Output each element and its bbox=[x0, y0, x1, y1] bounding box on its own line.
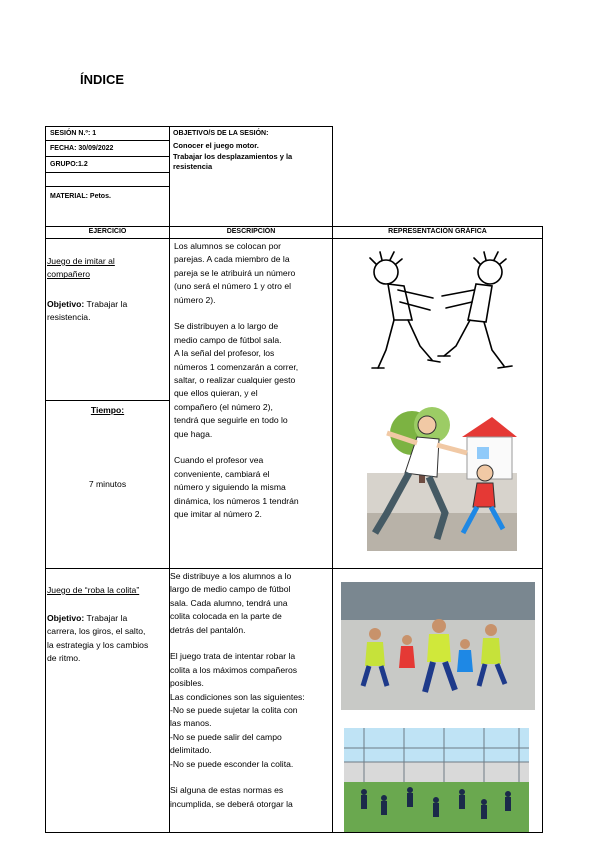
description-line: (uno será el número 1 y otro el bbox=[174, 281, 292, 292]
session-date: FECHA: 30/09/2022 bbox=[50, 145, 114, 152]
description-line: números 1 comenzarán a correr, bbox=[174, 361, 299, 372]
description-line: sala. Cada alumno, tendrá una bbox=[170, 597, 288, 608]
description-line: incumplida, se deberá otorgar la bbox=[170, 798, 293, 809]
description-line: colita a los máximos compañeros bbox=[170, 664, 298, 675]
exercise1-objective: Objetivo: Trabajar la resistencia. bbox=[47, 299, 128, 323]
description-line: dinámica, los números 1 tendrán bbox=[174, 495, 299, 506]
description-line: parejas. A cada miembro de la bbox=[174, 254, 290, 265]
description-line: que ellos quieran, y el bbox=[174, 388, 258, 399]
exercise2-name: Juego de “roba la colita” bbox=[47, 585, 140, 595]
description-line: Las condiciones son las siguientes: bbox=[170, 691, 305, 702]
description-line: largo de medio campo de fútbol bbox=[170, 584, 291, 595]
description-line: -No se puede salir del campo bbox=[170, 731, 282, 742]
session-material: MATERIAL: Petos. bbox=[50, 193, 111, 200]
description-line: que haga. bbox=[174, 428, 213, 439]
description-line: tendrá que seguirle en todo lo bbox=[174, 415, 288, 426]
mirror-game-illustration bbox=[367, 403, 517, 551]
description-line: que imitar al número 2. bbox=[174, 509, 262, 520]
description-line: Se distribuye a los alumnos a lo bbox=[170, 571, 292, 581]
description-line: Si alguna de estas normas es bbox=[170, 785, 284, 796]
header-descripcion: DESCRIPCIÓN bbox=[226, 228, 276, 235]
tail-game-photo-1 bbox=[341, 582, 535, 710]
description-line bbox=[174, 307, 332, 320]
description-line: número 2). bbox=[174, 294, 216, 305]
description-line: Se distribuyen a lo largo de bbox=[174, 321, 279, 332]
description-line: Cuando el profesor vea bbox=[174, 455, 264, 466]
page-title: ÍNDICE bbox=[80, 72, 125, 87]
description-line: medio campo de fútbol sala. bbox=[174, 334, 282, 345]
exercise1-time-value: 7 minutos bbox=[88, 479, 127, 489]
objectives-label: OBJETIVO/S DE LA SESIÓN: bbox=[173, 130, 269, 137]
description-line: -No se puede esconder la colita. bbox=[170, 758, 294, 769]
mirror-game-drawing bbox=[358, 250, 518, 382]
objectives-text: Conocer el juego motor. Trabajar los desplazamientos y la resistencia bbox=[173, 141, 293, 171]
exercise1-name: Juego de imitar al compañero bbox=[47, 256, 115, 280]
description-line: colita colocada en la parte de bbox=[170, 611, 282, 622]
description-line bbox=[174, 441, 332, 454]
description-line: Los alumnos se colocan por bbox=[174, 241, 282, 251]
description-line: posibles. bbox=[170, 678, 204, 689]
tail-game-photo-2 bbox=[344, 728, 529, 832]
exercise1-description bbox=[174, 240, 332, 522]
description-line: pareja se le atribuirá un número bbox=[174, 267, 296, 278]
description-line: delimitado. bbox=[170, 745, 212, 756]
description-line: -No se puede sujetar la colita con bbox=[170, 705, 298, 716]
exercise2-description bbox=[170, 570, 332, 811]
header-representacion: REPRESENTACIÓN GRÁFICA bbox=[388, 228, 487, 235]
description-line: número y siguiendo la misma bbox=[174, 482, 286, 493]
description-line bbox=[170, 771, 332, 784]
description-line: saltar, o realizar cualquier gesto bbox=[174, 375, 296, 386]
session-number: SESIÓN N.º: 1 bbox=[50, 130, 97, 137]
exercise1-time-label: Tiempo: bbox=[90, 405, 125, 415]
header-ejercicio: EJERCICIO bbox=[88, 228, 127, 235]
description-line: A la señal del profesor, los bbox=[174, 348, 275, 359]
session-group: GRUPO:1.2 bbox=[50, 161, 88, 168]
description-line: conveniente, cambiará el bbox=[174, 468, 270, 479]
description-line: El juego trata de intentar robar la bbox=[170, 651, 296, 662]
description-line: las manos. bbox=[170, 718, 212, 729]
description-line: detrás del pantalón. bbox=[170, 624, 246, 635]
exercise2-objective: Objetivo: Trabajar la carrera, los giros, el salto, la estrategia y los cambios de ritmo. bbox=[47, 613, 149, 664]
description-line bbox=[170, 637, 332, 650]
description-line: compañero (el número 2), bbox=[174, 401, 273, 412]
